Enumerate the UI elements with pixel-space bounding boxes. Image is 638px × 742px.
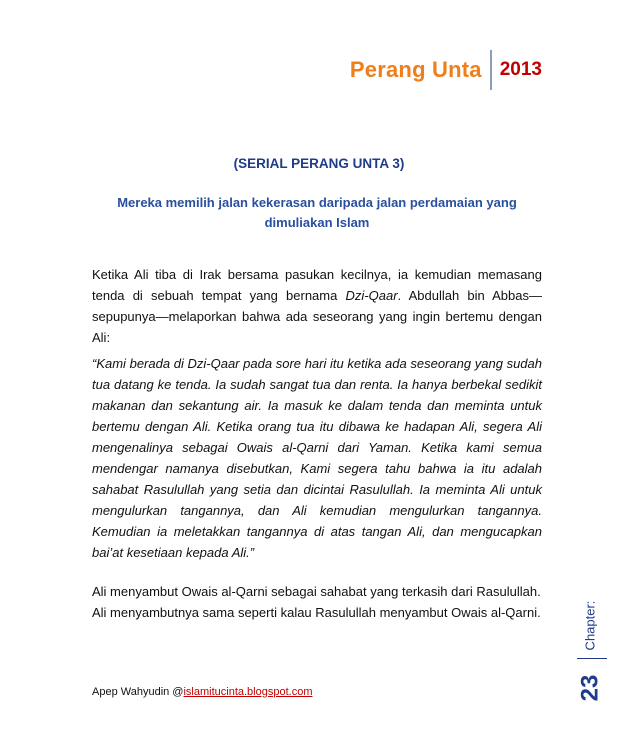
chapter-label-text: Chapter: [582, 600, 598, 650]
footer-author: Apep Wahyudin @ [92, 686, 184, 698]
paragraph-closing-line-2: Ali menyambutnya sama seperti kalau Rasulullah menyambut Owais al-Qarni. [92, 605, 541, 620]
header-title-text: Perang Unta [349, 57, 482, 82]
subtitle: Mereka memilih jalan kekerasan daripada jalan perdamaian yang dimuliakan Islam [117, 195, 517, 230]
page-header [350, 52, 542, 88]
chapter-label [579, 590, 601, 660]
footer [92, 686, 313, 698]
place-name-emphasis: Dzi-Qaar [345, 288, 398, 303]
paragraph-closing-line-1: Ali menyambut Owais al-Qarni sebagai sahabat yang terkasih dari Rasulullah. [92, 584, 541, 599]
paragraph-closing [92, 581, 542, 623]
footer-blog-link[interactable]: islamitucinta.blogspot.com [183, 686, 313, 698]
quote-paragraph: “Kami berada di Dzi-Qaar pada sore hari itu ketika ada seseorang yang sudah tua datang ke tenda. Ia sudah sangat tua dan renta. Ia hanya berbekal sedikit makanan dan sekantung air. Ia masuk ke dalam tenda dan meminta untuk bertemu dengan Ali. Ketika orang tua itu dibawa ke hadapan Ali, segera Ali mengenalinya sebagai Owais al-Qarni dari Yaman. Ketika kami semua mendengar namanya disebutkan, Kami segera tahu bahwa ia itu adalah sahabat Rasulullah yang setia dan dicintai Rasulullah. Ia meminta Ali untuk mengulurkan tangannya, dan Ali kemudian mengulurkan tangannya. Kemudian ia meletakkan tangannya di atas tangan Ali, dan mengucapkan bai’at kesetiaan kepada Ali.” [92, 356, 542, 560]
page-number-text: 23 [576, 674, 604, 702]
paragraph-intro [92, 264, 542, 348]
page-number [578, 668, 602, 708]
series-title: (SERIAL PERANG UNTA 3) [233, 156, 405, 171]
paragraph-intro-text: Ketika Ali tiba di Irak bersama pasukan kecilnya, ia kemudian memasang tenda di sebuah tempat yang bernama Dzi-Qaar. Abdullah bin Abbas—sepupunya—melaporkan bahwa ada seseorang yang ingin bertemu dengan Ali: [92, 267, 542, 345]
header-title [350, 57, 490, 83]
chapter-divider [577, 658, 607, 659]
header-year: 2013 [499, 59, 542, 80]
header-divider [490, 50, 492, 90]
